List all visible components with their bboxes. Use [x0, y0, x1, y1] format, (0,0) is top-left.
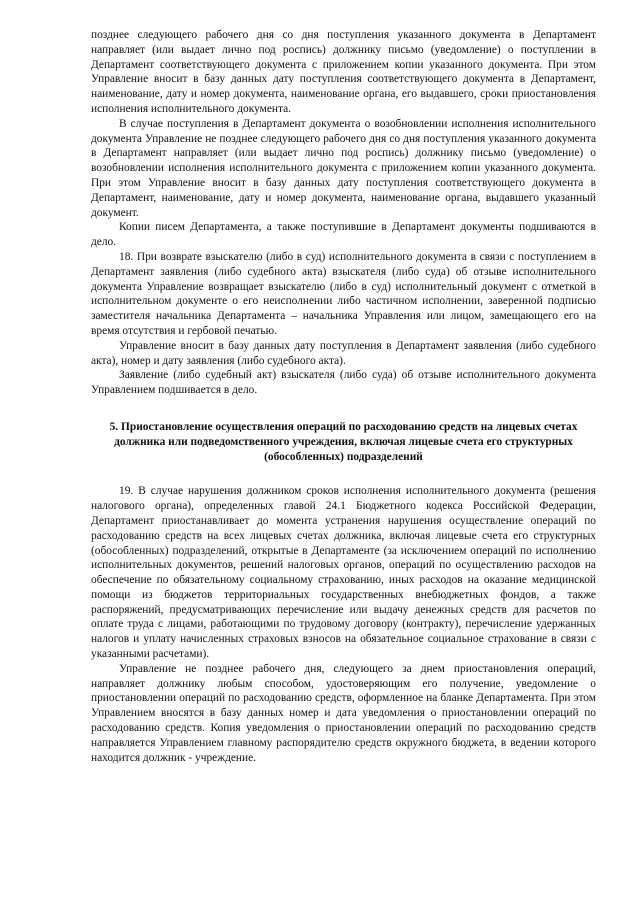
paragraph-statement-filed: Заявление (либо судебный акт) взыскателя (либо суда) об отзыве исполнительного документа Управлением подшивается в дело. — [91, 369, 596, 397]
paragraph-18: 18. При возврате взыскателю (либо в суд) исполнительного документа в связи с поступлением в Департамент заявления (либо судебного акта) взыскателя (либо суда) об отзыве исполнительного документа Управление возвращает взыскателю (либо в суд) исполнительный документ с отметкой в исполнительном документе о его неисполнении либо частичном исполнении, заверенной подписью заместителя начальника Департамента – начальника Управления или лицом, замещающего его на время отсутствия и гербовой печатью. — [91, 250, 596, 337]
paragraph-continuation: позднее следующего рабочего дня со дня поступления указанного документа в Департамент направляет (или выдает лично под роспись) должнику письмо (уведомление) о поступлении в Департамент соответствующего документа с приложением копии указанного документа. При этом Управление вносит в базу данных дату поступления соответствующего документа в Департамент, наименование, дату и номер документа, наименование органа, его выдавшего, сроки приостановления исполнения исполнительного документа. — [91, 29, 596, 115]
paragraph-notification: Управление не позднее рабочего дня, следующего за днем приостановления операций, направляет должнику любым способом, удостоверяющим его получение, уведомление о приостановлении операций по расходованию средств, оформленное на бланке Департамента. При этом Управлением вносятся в базу данных номер и дата уведомления о приостановлении операций по расходованию средств. Копия уведомления о приостановлении операций по расходованию средств направляется Управлением главному распорядителю средств окружного бюджета, в ведении которого находится должник - учреждение. — [91, 662, 596, 764]
paragraph-copies: Копии писем Департамента, а также поступившие в Департамент документы подшиваются в дело. — [91, 221, 596, 249]
section-5-heading: 5. Приостановление осуществления операций по расходованию средств на лицевых счетах должника или подведомственного учреждения, включая лицевые счета его структурных (обособленных) подразделений — [109, 420, 578, 463]
paragraph-resumption: В случае поступления в Департамент документа о возобновлении исполнения исполнительного документа Управление не позднее следующего рабочего дня со дня поступления указанного документа в Департамент направляет (или выдает лично под роспись) должнику письмо (уведомление) о возобновлении исполнения исполнительного документа с приложением копии указанного документа. При этом Управление вносит в базу данных дату поступления соответствующего документа в Департамент, наименование, дату и номер документа, наименование органа, выдавшего указанный документ. — [91, 117, 596, 219]
paragraph-19: 19. В случае нарушения должником сроков исполнения исполнительного документа (решения налогового органа), определенных главой 24.1 Бюджетного кодекса Российской Федерации, Департамент приостанавливает до момента устранения нарушения осуществление операций по расходованию средств на всех лицевых счетах должника, включая лицевые счета его структурных (обособленных) подразделений, открытые в Департаменте (за исключением операций по исполнению исполнительных документов, решений налоговых органов, операций по осуществлению расходов на обеспечение по обязательному социальному страхованию, иных расходов на оказание медицинской помощи из бюджетов территориальных государственных внебюджетных фондов, а также распоряжений, предусматривающих перечисление или выдачу денежных средств для расчетов по оплате труда с лицами, работающими по трудовому договору (контракту), перечисление удержанных налогов и уплату начисленных страховых взносов на обязательное социальное страхование в связи с указанными расчетами). — [91, 485, 596, 661]
paragraph-database-entry: Управление вносит в базу данных дату поступления в Департамент заявления (либо судебного акта), номер и дату заявления (либо судебного акта). — [91, 339, 596, 367]
